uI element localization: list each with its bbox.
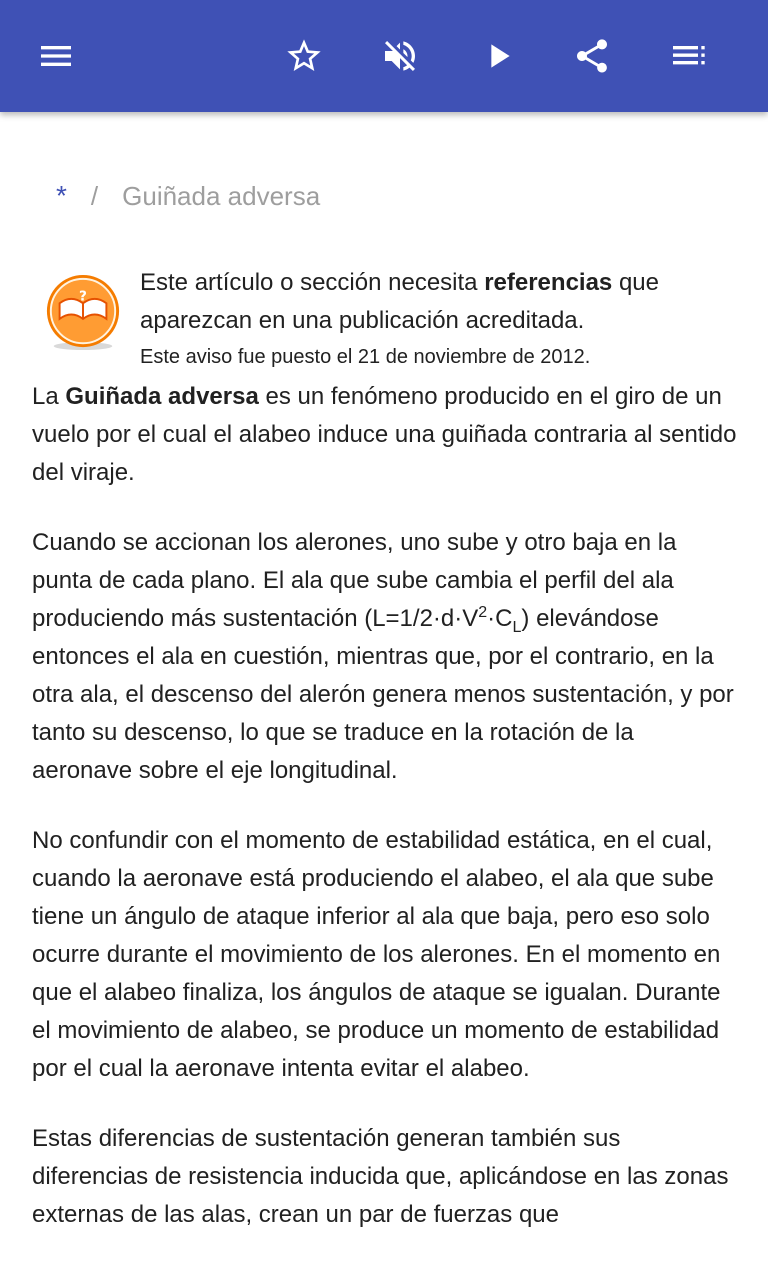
p2-text-start: Cuando se accionan los alerones, uno sube y otro baja en la punta de cada plano. El ala que sube cambia el perfil del ala produciendo más sustentación (L=1/2·d·V <box>32 529 677 632</box>
formula-superscript: 2 <box>478 604 488 621</box>
article-body <box>32 378 738 1266</box>
notice-text-start: Este artículo o sección necesita <box>140 269 485 296</box>
paragraph-3: No confundir con el momento de estabilidad estática, en el cual, cuando la aeronave está produciendo el alabeo, el ala que sube tiene un ángulo de ataque inferior al ala que baja, pero eso solo ocurre durante el movimiento de los alerones. En el momento en que el alabeo finaliza, los ángulos de ataque se igualan. Durante el movimiento de alabeo, se produce un momento de estabilidad por el cual la aeronave intenta evitar el alabeo. <box>32 827 721 1082</box>
notice-text-bold: referencias <box>484 269 613 296</box>
p2-text-mid: ·C <box>487 605 513 632</box>
paragraph-1 <box>32 378 738 492</box>
formula-subscript: L <box>512 618 522 636</box>
breadcrumb <box>56 180 320 212</box>
breadcrumb-current: Guiñada adversa <box>122 181 321 211</box>
notice-text-end: que aparezcan en una publicación acreditada. <box>140 269 659 334</box>
playlist-icon[interactable] <box>664 32 712 80</box>
article-content <box>0 112 768 1280</box>
notice-message <box>140 264 740 340</box>
svg-text:?: ? <box>79 288 87 305</box>
p2-text-end: ) elevándose entonces el ala en cuestión, mientras que, por el contrario, en la otra ala, el descenso del alerón genera menos sustentación, y por tanto su descenso, lo que se traduce en la rotación de la aeronave sobre el eje longitudinal. <box>32 605 734 784</box>
paragraph-2 <box>32 524 738 790</box>
volume-off-icon[interactable] <box>376 32 424 80</box>
p1-text-start: La <box>32 383 66 410</box>
play-icon[interactable] <box>474 32 522 80</box>
share-icon[interactable] <box>568 32 616 80</box>
book-question-icon <box>44 274 122 352</box>
paragraph-4: Estas diferencias de sustentación generan también sus diferencias de resistencia inducida que, aplicándose en las zonas externas de las alas, crean un par de fuerzas que <box>32 1125 729 1228</box>
notice-date: Este aviso fue puesto el 21 de noviembre de 2012. <box>140 346 591 368</box>
menu-icon[interactable] <box>32 32 80 80</box>
article-term: Guiñada adversa <box>65 383 259 410</box>
breadcrumb-home[interactable]: * <box>56 180 67 211</box>
app-toolbar <box>0 0 768 112</box>
references-notice <box>40 264 740 374</box>
star-outline-icon[interactable] <box>280 32 328 80</box>
p1-text-end: es un fenómeno producido en el giro de un vuelo por el cual el alabeo induce una guiñada contraria al sentido del viraje. <box>32 383 737 486</box>
breadcrumb-separator: / <box>90 181 99 211</box>
